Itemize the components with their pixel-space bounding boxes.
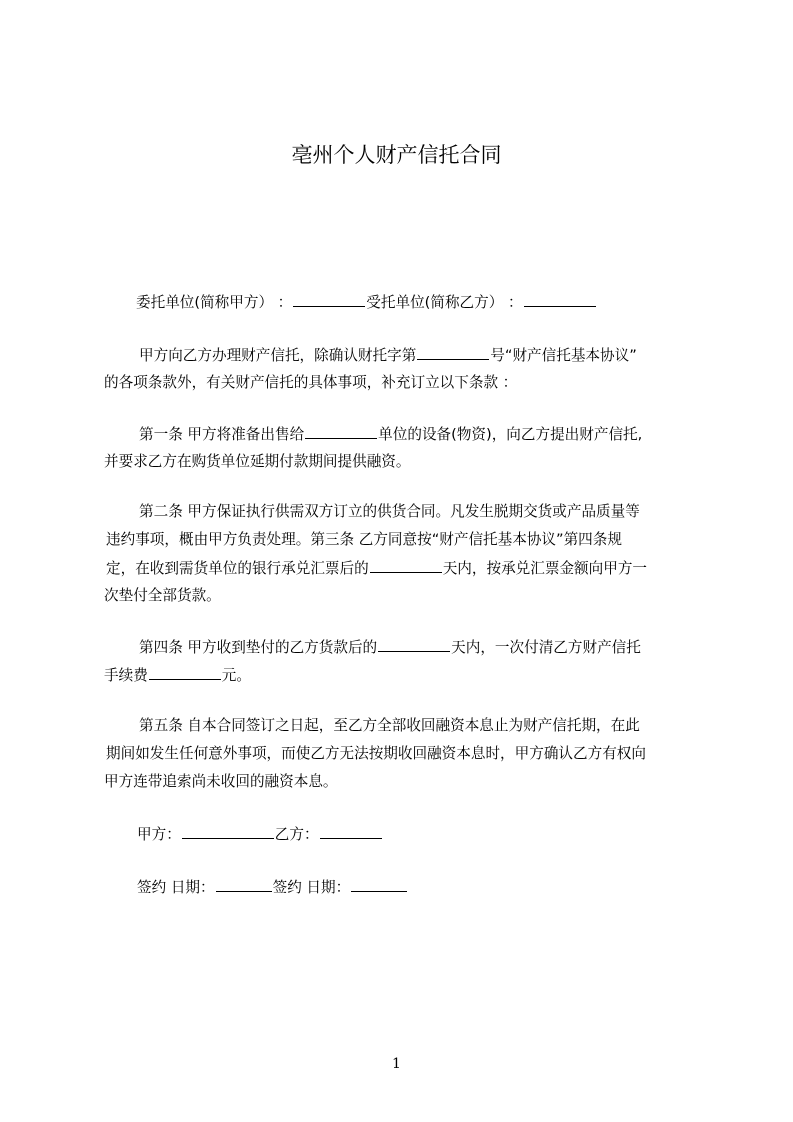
article-4-text-b: 天内，一次付清乙方财产信托	[451, 639, 641, 656]
trustee-party-blank	[524, 292, 596, 307]
intro-line-2: 的各项条款外，有关财产信托的具体事项，补充订立以下条款 ：	[104, 374, 518, 391]
date-a-blank	[216, 877, 272, 892]
page-number: 1	[392, 1056, 401, 1072]
article-2-line-1: 第二条 甲方保证执行供需双方订立的供货合同。凡发生脱期交货或产品质量等	[139, 503, 640, 520]
article-2-line-2: 违约事项，概由甲方负责处理。第三条 乙方同意按“财产信托基本协议”第四条规	[106, 531, 622, 548]
document-title: 亳州个人财产信托合同	[291, 143, 502, 167]
signature-line	[137, 824, 383, 845]
entrusting-party-blank	[293, 292, 365, 307]
intro-text-a: 甲方向乙方办理财产信托，除确认财托字第	[139, 347, 417, 364]
parties-line	[136, 292, 597, 313]
fee-amount-blank	[149, 665, 221, 680]
article-4-line-2	[104, 665, 251, 686]
trustee-party-label: 受托单位(简称乙方） ：	[366, 294, 523, 311]
article-5-line-1: 第五条 自本合同签订之日起，至乙方全部收回融资本息止为财产信托期，在此	[139, 717, 640, 734]
party-b-sign-label: 乙方：	[274, 826, 319, 843]
days-blank-1	[370, 558, 442, 573]
article-3-line-3	[106, 558, 647, 579]
article-4-fee-label: 手续费	[104, 667, 148, 684]
date-a-label: 签约 日期：	[137, 879, 215, 896]
date-line	[137, 877, 408, 898]
article-5-line-3: 甲方连带追索尚未收回的融资本息。	[104, 773, 338, 790]
agreement-number-blank	[417, 345, 489, 360]
party-b-sign-blank	[320, 824, 382, 839]
article-3-text-a: 定，在收到需货单位的银行承兑汇票后的	[106, 560, 369, 577]
party-a-sign-blank	[182, 824, 274, 839]
article-3-line-4: 次垫付全部货款。	[104, 587, 221, 604]
article-1-line-2: 并要求乙方在购货单位延期付款期间提供融资。	[104, 453, 411, 470]
intro-text-b: 号“财产信托基本协议”	[490, 347, 637, 364]
date-b-label: 签约 日期：	[272, 879, 351, 896]
intro-line-1	[139, 345, 637, 366]
article-1-line-1	[139, 424, 642, 445]
days-blank-2	[378, 637, 450, 652]
buyer-unit-blank	[305, 424, 377, 439]
party-a-sign-label: 甲方：	[137, 826, 181, 843]
entrusting-party-label: 委托单位(简称甲方） ：	[136, 294, 293, 311]
date-b-blank	[351, 877, 407, 892]
article-1-text-a: 第一条 甲方将准备出售给	[139, 426, 305, 443]
article-3-text-b: 天内，按承兑汇票金额向甲方一	[442, 560, 648, 577]
article-1-text-b: 单位的设备(物资)，向乙方提出财产信托,	[378, 426, 643, 443]
article-5-line-2: 期间如发生任何意外事项，而使乙方无法按期收回融资本息时，甲方确认乙方有权向	[106, 745, 646, 762]
article-4-text-a: 第四条 甲方收到垫付的乙方货款后的	[139, 639, 378, 656]
article-4-line-1	[139, 637, 641, 658]
article-4-fee-unit: 元。	[221, 667, 251, 684]
